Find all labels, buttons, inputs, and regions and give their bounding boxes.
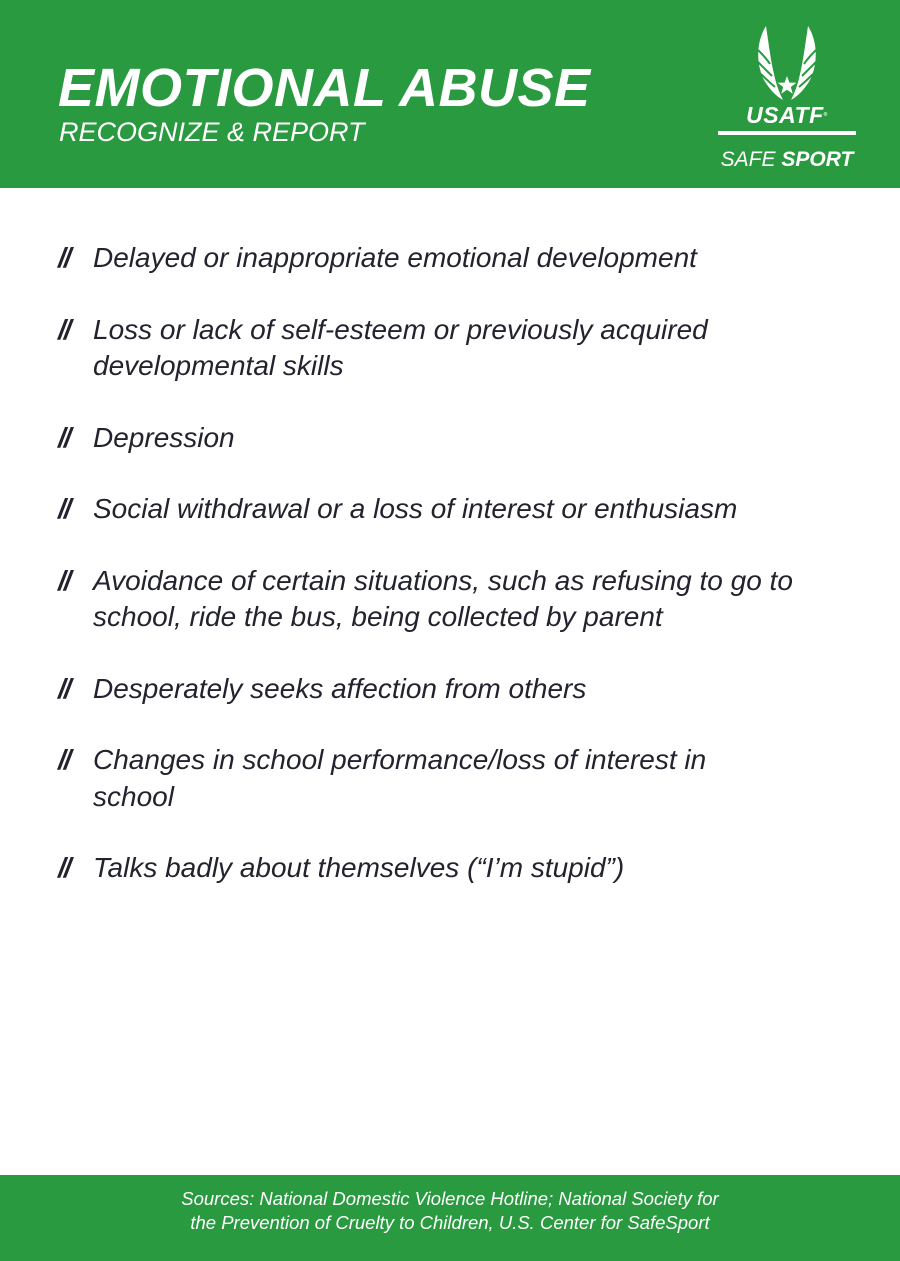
header-banner [0,0,900,188]
list-item [58,671,858,708]
double-slash-bullet-icon: // [58,744,70,775]
sources-line-1: Sources: National Domestic Violence Hotline; National Society for [181,1188,719,1209]
double-slash-bullet-icon: // [58,313,70,345]
list-item-text: Social withdrawal or a loss of interest or enthusiasm [93,493,738,524]
list-item [58,240,858,277]
page-title: EMOTIONAL ABUSE [58,58,591,118]
double-slash-bullet-icon: // [58,421,70,453]
list-item-text: Talks badly about themselves (“I’m stupid”) [93,852,625,883]
double-slash-bullet-icon: // [58,672,70,704]
list-item [58,563,863,636]
list-item-text: Loss or lack of self-esteem or previously acquired developmental skills [93,313,708,381]
warning-signs-list [58,240,858,922]
list-item [58,312,793,385]
sources-citation [0,1187,900,1235]
double-slash-bullet-icon: // [58,242,70,273]
list-item-text: Avoidance of certain situations, such as refusing to go to school, ride the bus, being collected by parent [93,564,793,632]
footer-banner [0,1175,900,1261]
list-item [58,850,858,887]
list-item-text: Desperately seeks affection from others [93,672,587,704]
page-subtitle: RECOGNIZE & REPORT [59,117,365,147]
double-slash-bullet-icon: // [58,564,70,596]
winged-star-icon [752,24,822,104]
double-slash-bullet-icon: // [58,852,70,883]
list-item [58,491,858,528]
list-item [58,420,858,457]
usatf-wordmark: USATF® [746,102,828,128]
logo-divider [718,131,856,135]
list-item [58,742,793,815]
list-item-text: Depression [93,421,235,453]
list-item-text: Changes in school performance/loss of interest in school [93,744,707,812]
list-item-text: Delayed or inappropriate emotional development [93,242,697,273]
double-slash-bullet-icon: // [58,493,70,524]
safesport-wordmark: SAFE SPORT [720,148,854,171]
sources-line-2: the Prevention of Cruelty to Children, U.S. Center for SafeSport [190,1212,710,1233]
usatf-safesport-logo [716,20,858,178]
